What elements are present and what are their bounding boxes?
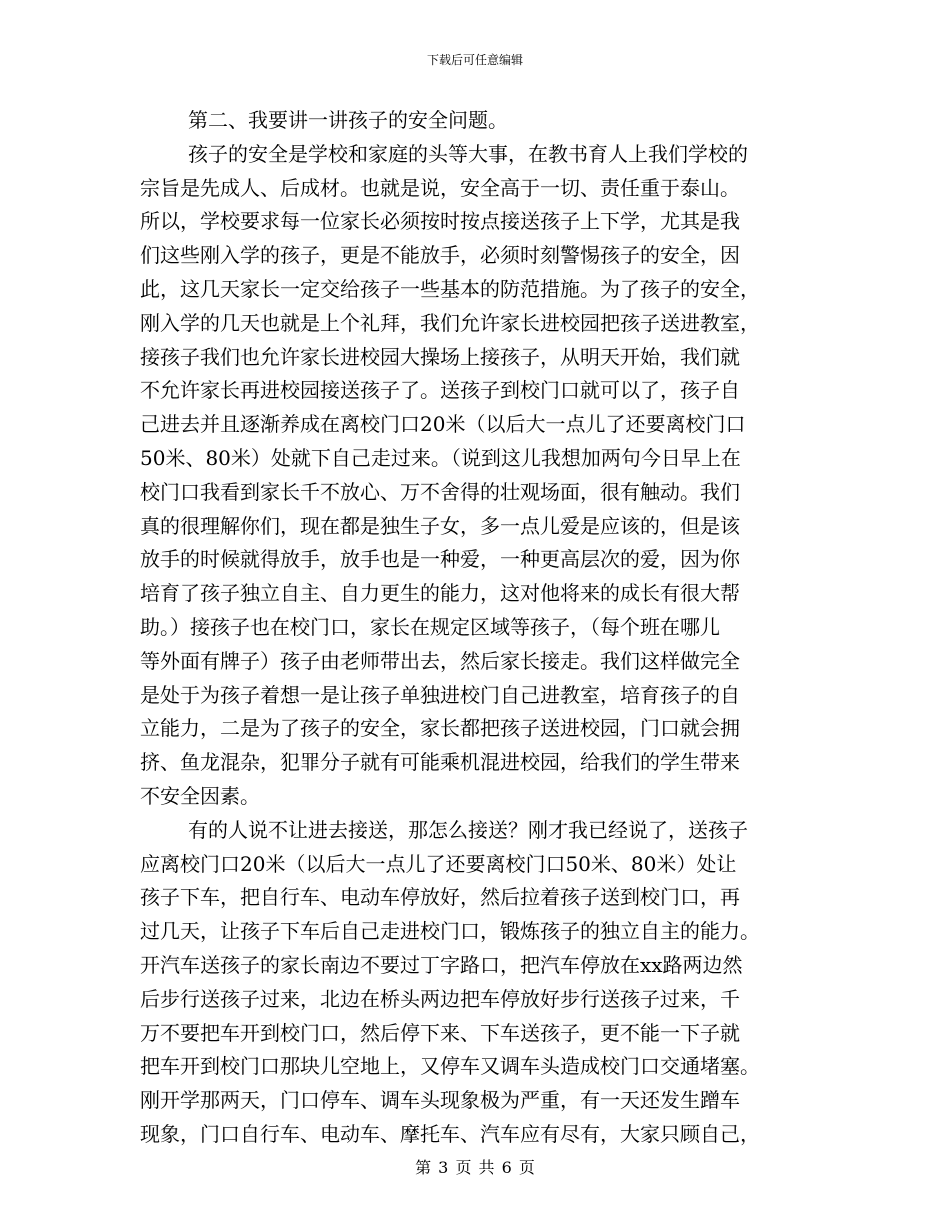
text-line: 宗旨是先成人、后成材。也就是说，安全高于一切、责任重于泰山。 <box>140 175 740 200</box>
text-line: 不安全因素。 <box>140 783 260 808</box>
text-line: 第二、我要讲一讲孩子的安全问题。 <box>188 108 508 132</box>
text-line: 助。）接孩子也在校门口，家长在规定区域等孩子，（每个班在哪儿 <box>140 614 720 639</box>
text-line: 立能力，二是为了孩子的安全，家长都把孩子送进校园，门口就会拥 <box>140 716 740 741</box>
text-line: 真的很理解你们，现在都是独生子女，多一点儿爱是应该的，但是该 <box>140 513 740 538</box>
text-line: 挤、鱼龙混杂，犯罪分子就有可能乘机混进校园，给我们的学生带来 <box>140 750 740 775</box>
text-line: 过几天，让孩子下车后自己走进校门口，锻炼孩子的独立自主的能力。 <box>140 919 760 944</box>
text-line: 不允许家长再进校园接送孩子了。送孩子到校门口就可以了，孩子自 <box>140 378 740 403</box>
text-line: 50米、80米）处就下自己走过来。（说到这儿我想加两句今日早上在 <box>140 445 741 470</box>
text-line: 们这些刚入学的孩子，更是不能放手，必须时刻警惕孩子的安全，因 <box>140 243 740 268</box>
text-line: 现象，门口自行车、电动车、摩托车、汽车应有尽有，大家只顾自己， <box>140 1121 760 1146</box>
document-body <box>140 104 812 1152</box>
text-line: 接孩子我们也允许家长进校园大操场上接孩子，从明天开始，我们就 <box>140 344 740 369</box>
text-line: 万不要把车开到校门口，然后停下来、下车送孩子，更不能一下子就 <box>140 1020 740 1045</box>
text-line: 刚开学那两天，门口停车、调车头现象极为严重，有一天还发生蹭车 <box>140 1088 740 1113</box>
text-line: 是处于为孩子着想一是让孩子单独进校门自己进教室，培育孩子的自 <box>140 682 740 707</box>
text-line: 有的人说不让进去接送，那怎么接送？刚才我已经说了，送孩子 <box>188 817 748 842</box>
text-line: 放手的时候就得放手，放手也是一种爱，一种更高层次的爱，因为你 <box>140 547 740 572</box>
text-line: 应离校门口20米（以后大一点儿了还要离校门口50米、80米）处让 <box>140 851 737 876</box>
text-line: 开汽车送孩子的家长南边不要过丁字路口，把汽车停放在xx路两边然 <box>140 952 743 977</box>
text-line: 此，这几天家长一定交给孩子一些基本的防范措施。为了孩子的安全， <box>140 276 760 301</box>
text-line: 己进去并且逐渐养成在离校门口20米（以后大一点儿了还要离校门口 <box>140 412 746 437</box>
text-line: 孩子的安全是学校和家庭的头等大事，在教书育人上我们学校的 <box>188 141 748 166</box>
text-line: 把车开到校门口那块儿空地上，又停车又调车头造成校门口交通堵塞。 <box>140 1054 760 1079</box>
text-line: 所以，学校要求每一位家长必须按时按点接送孩子上下学，尤其是我 <box>140 209 740 234</box>
text-line: 培育了孩子独立自主、自力更生的能力，这对他将来的成长有很大帮 <box>140 581 740 606</box>
text-line: 孩子下车，把自行车、电动车停放好，然后拉着孩子送到校门口，再 <box>140 885 740 910</box>
page-footer: 第 3 页 共 6 页 <box>415 1158 535 1177</box>
text-line: 后步行送孩子过来，北边在桥头两边把车停放好步行送孩子过来，千 <box>140 986 740 1011</box>
text-line: 刚入学的几天也就是上个礼拜，我们允许家长进校园把孩子送进教室， <box>140 310 760 335</box>
text-line: 校门口我看到家长千不放心、万不舍得的壮观场面，很有触动。我们 <box>140 479 740 504</box>
page-header: 下载后可任意编辑 <box>426 53 523 67</box>
text-line: 等外面有牌子）孩子由老师带出去，然后家长接走。我们这样做完全 <box>140 648 740 673</box>
